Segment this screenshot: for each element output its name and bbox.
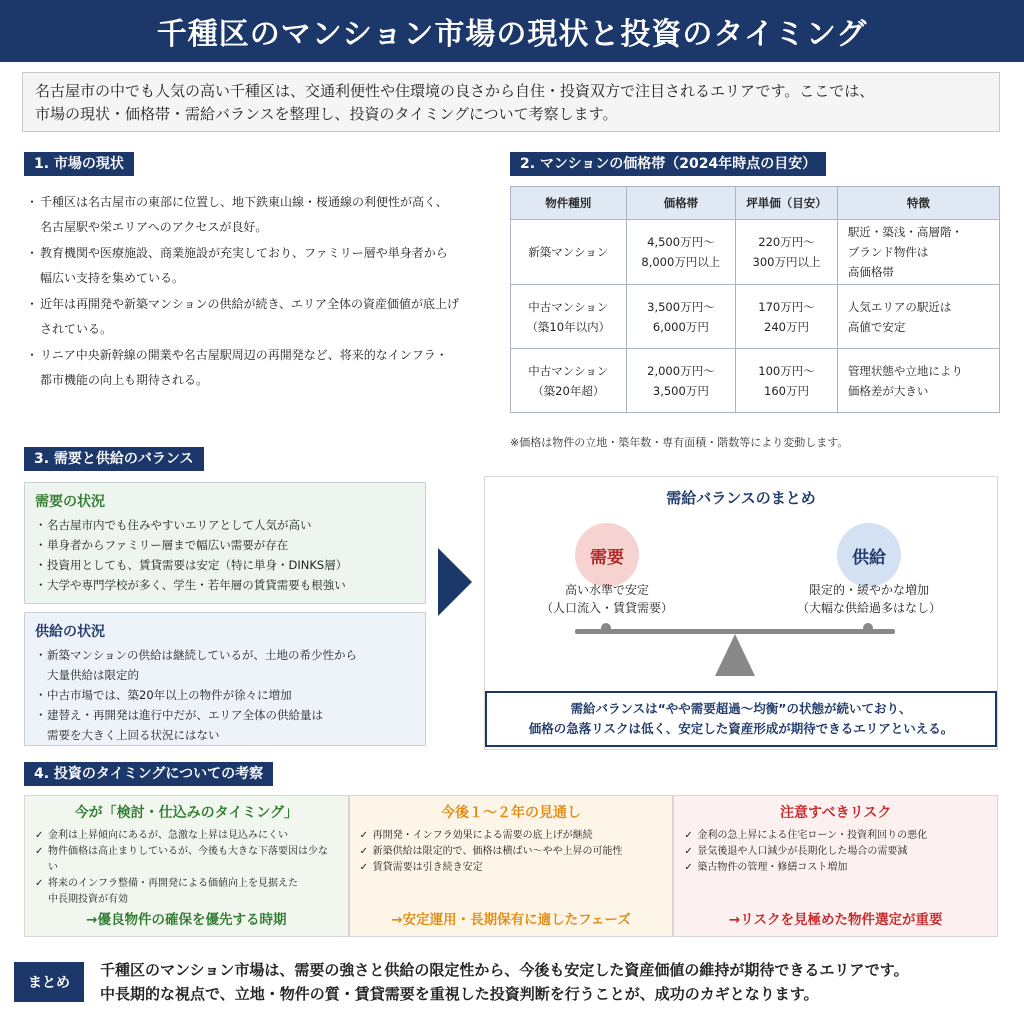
balance-summary-title: 需給バランスのまとめ — [666, 489, 816, 507]
cell-line: 4,500万円〜 — [647, 235, 715, 249]
table-row — [511, 285, 1000, 349]
list-item-text: 教育機関や医療施設、商業施設が充実しており、ファミリー層や単身者から — [40, 246, 448, 260]
column-header: 坪単価（目安） — [736, 187, 838, 220]
list-item-text: リニア中央新幹線の開業や名古屋駅周辺の再開発など、将来的なインフラ・ — [40, 348, 448, 362]
supply-title: 供給の状況 — [35, 624, 105, 640]
table-cell — [626, 349, 736, 413]
timing-list — [684, 828, 987, 876]
table-row — [511, 220, 1000, 285]
check-list-item: ✓ 新築供給は限定的で、価格は横ばい〜やや上昇の可能性 — [360, 844, 663, 860]
price-note: ※価格は物件の立地・築年数・専有面積・階数等により変動します。 — [510, 436, 849, 449]
demand-box — [24, 482, 426, 604]
cell-line: （築20年超） — [532, 383, 605, 398]
check-list-item — [35, 876, 338, 908]
list-item — [35, 705, 415, 745]
section-heading-balance: 3. 需要と供給のバランス — [24, 447, 204, 471]
price-table — [510, 186, 1000, 413]
table-row — [511, 349, 1000, 413]
list-item-text: されている。 — [40, 322, 113, 336]
list-item — [26, 343, 486, 393]
demand-description-line: 高い水準で安定 — [564, 583, 649, 597]
demand-list — [35, 515, 415, 595]
check-list-item: ✓ 物件価格は高止まりしているが、今後も大きな下落要因は少ない — [35, 844, 338, 876]
table-cell — [511, 285, 627, 349]
cell-line: 高価格帯 — [847, 265, 894, 279]
list-item-text: 需要を大きく上回る状況にはない — [47, 728, 220, 742]
list-item: ・ 名古屋市内でも住みやすいエリアとして人気が高い — [35, 515, 415, 535]
cell-line: ブランド物件は — [847, 245, 929, 259]
check-list-item: ✓ 金利は上昇傾向にあるが、急激な上昇は見込みにくい — [35, 828, 338, 844]
timing-panel — [24, 795, 998, 937]
table-cell — [736, 285, 838, 349]
check-list-item: ✓ 景気後退や人口減少が長期化した場合の需要減 — [684, 844, 987, 860]
supply-description-line: 限定的・緩やかな増加 — [808, 583, 929, 597]
timing-list — [360, 828, 663, 876]
intro-line: 市場の現状・価格帯・需給バランスを整理し、投資のタイミングについて考察します。 — [35, 105, 618, 123]
cell-line: 220万円〜 — [758, 235, 815, 249]
timing-column-now — [24, 795, 349, 937]
column-header: 物件種別 — [511, 187, 627, 220]
section-heading-price: 2. マンションの価格帯（2024年時点の目安） — [510, 152, 826, 176]
check-list-item: ✓ 賃貸需要は引き続き安定 — [360, 860, 663, 876]
list-item — [26, 292, 486, 342]
seesaw-fulcrum-icon — [715, 634, 755, 676]
cell-line: 3,500万円〜 — [647, 299, 715, 314]
list-item-text: 大量供給は限定的 — [47, 668, 139, 682]
list-item: ・ 大学や専門学校が多く、学生・若年層の賃貸需要も根強い — [35, 575, 415, 595]
cell-line: 中古マンション — [528, 363, 609, 378]
table-cell — [736, 349, 838, 413]
timing-column-outlook — [349, 795, 674, 937]
supply-list — [35, 645, 415, 745]
list-item-text: 中長期投資が有効 — [48, 894, 128, 905]
balance-conclusion-line: 価格の急落リスクは低く、安定した資産形成が期待できるエリアといえる。 — [528, 721, 954, 736]
demand-title: 需要の状況 — [35, 494, 105, 510]
check-list-item: ✓ 金利の急上昇による住宅ローン・投資利回りの悪化 — [684, 828, 987, 844]
page-title: 千種区のマンション市場の現状と投資のタイミング — [0, 0, 1024, 62]
demand-description — [507, 581, 707, 617]
table-cell — [511, 220, 627, 285]
cell-line: 100万円〜 — [758, 363, 815, 378]
timing-list — [35, 828, 338, 908]
table-cell — [837, 285, 999, 349]
cell-line: 300万円以上 — [752, 255, 821, 269]
supply-description — [769, 581, 969, 617]
table-cell — [626, 285, 736, 349]
table-cell — [837, 220, 999, 285]
list-item — [26, 190, 486, 240]
check-list-item: ✓ 再開発・インフラ効果による需要の底上げが継続 — [360, 828, 663, 844]
intro-line: 名古屋市の中でも人気の高い千種区は、交通利便性や住環境の良さから自住・投資双方で注目されるエリアです。ここでは、 — [35, 82, 875, 100]
timing-column-title: 注意すべきリスク — [779, 805, 892, 821]
list-item-text: 幅広い支持を集めている。 — [40, 271, 185, 285]
column-header: 特徴 — [837, 187, 999, 220]
cell-line: 人気エリアの駅近は — [847, 299, 952, 314]
list-item-text: 新築マンションの供給は継続しているが、土地の希少性から — [47, 648, 357, 662]
column-header: 価格帯 — [626, 187, 736, 220]
cell-line: （築10年以内） — [526, 319, 611, 334]
supply-box — [24, 612, 426, 746]
list-item-text: 近年は再開発や新築マンションの供給が続き、エリア全体の資産価値が底上げ — [40, 297, 459, 311]
timing-column-risk — [673, 795, 998, 937]
timing-column-conclusion: →安定運用・長期保有に適したフェーズ — [391, 912, 631, 928]
summary-line: 千種区のマンション市場は、需要の強さと供給の限定性から、今後も安定した資産価値の維持が期待できるエリアです。 — [100, 961, 909, 979]
table-cell — [511, 349, 627, 413]
timing-column-title: 今が「検討・仕込みのタイミング」 — [74, 805, 299, 821]
cell-line: 160万円 — [764, 383, 809, 398]
balance-conclusion-line: 需給バランスは“やや需要超過〜均衡”の状態が続いており、 — [570, 701, 912, 716]
intro-box — [22, 72, 1000, 132]
list-item-text: 将来のインフラ整備・再開発による価値向上を見据えた — [48, 878, 298, 889]
table-cell — [626, 220, 736, 285]
cell-line: 高値で安定 — [847, 319, 906, 334]
cell-line: 170万円〜 — [758, 299, 815, 314]
supply-circle: 供給 — [837, 523, 901, 587]
list-item-text: 千種区は名古屋市の東部に位置し、地下鉄東山線・桜通線の利便性が高く、 — [40, 195, 448, 209]
check-list-item: ✓ 築古物件の管理・修繕コスト増加 — [684, 860, 987, 876]
cell-line: 中古マンション — [528, 299, 609, 314]
cell-line: 管理状態や立地により — [847, 363, 963, 378]
balance-summary-panel — [484, 476, 998, 750]
table-header-row — [511, 187, 1000, 220]
balance-conclusion — [485, 691, 997, 747]
cell-line: 8,000万円以上 — [641, 255, 721, 269]
list-item: ・ 単身者からファミリー層まで幅広い需要が存在 — [35, 535, 415, 555]
summary-label-badge: まとめ — [14, 962, 84, 1002]
summary-text — [100, 958, 1010, 1006]
timing-column-conclusion: →リスクを見極めた物件選定が重要 — [728, 912, 943, 928]
supply-description-line: （大幅な供給過多はなし） — [796, 601, 941, 615]
market-bullet-list — [26, 190, 486, 394]
cell-line: 3,500万円 — [652, 383, 709, 398]
section-heading-timing: 4. 投資のタイミングについての考察 — [24, 762, 273, 786]
list-item-text: 都市機能の向上も期待される。 — [40, 373, 209, 387]
list-item: ・ 投資用としても、賃貸需要は安定（特に単身・DINKS層） — [35, 555, 415, 575]
list-item — [26, 241, 486, 291]
cell-line: 2,000万円〜 — [647, 363, 715, 378]
table-cell — [837, 349, 999, 413]
list-item-text: 名古屋駅や栄エリアへのアクセスが良好。 — [40, 220, 268, 234]
section-heading-market: 1. 市場の現状 — [24, 152, 134, 176]
demand-description-line: （人口流入・賃貸需要） — [540, 601, 673, 615]
demand-circle: 需要 — [575, 523, 639, 587]
list-item-text: 建替え・再開発は進行中だが、エリア全体の供給量は — [47, 708, 323, 722]
cell-line: 駅近・築浅・高層階・ — [847, 225, 963, 239]
timing-column-conclusion: →優良物件の確保を優先する時期 — [86, 912, 287, 928]
cell-line: 6,000万円 — [652, 319, 709, 334]
timing-column-title: 今後１〜２年の見通し — [441, 805, 581, 821]
table-cell — [736, 220, 838, 285]
summary-line: 中長期的な視点で、立地・物件の質・賃貸需要を重視した投資判断を行うことが、成功のカギとなります。 — [100, 985, 819, 1003]
cell-line: 価格差が大きい — [847, 383, 929, 398]
cell-line: 240万円 — [764, 319, 809, 334]
cell-line: 新築マンション — [528, 245, 609, 259]
arrow-right-icon — [438, 548, 472, 616]
list-item: ・ 中古市場では、築20年以上の物件が徐々に増加 — [35, 685, 415, 705]
list-item — [35, 645, 415, 685]
